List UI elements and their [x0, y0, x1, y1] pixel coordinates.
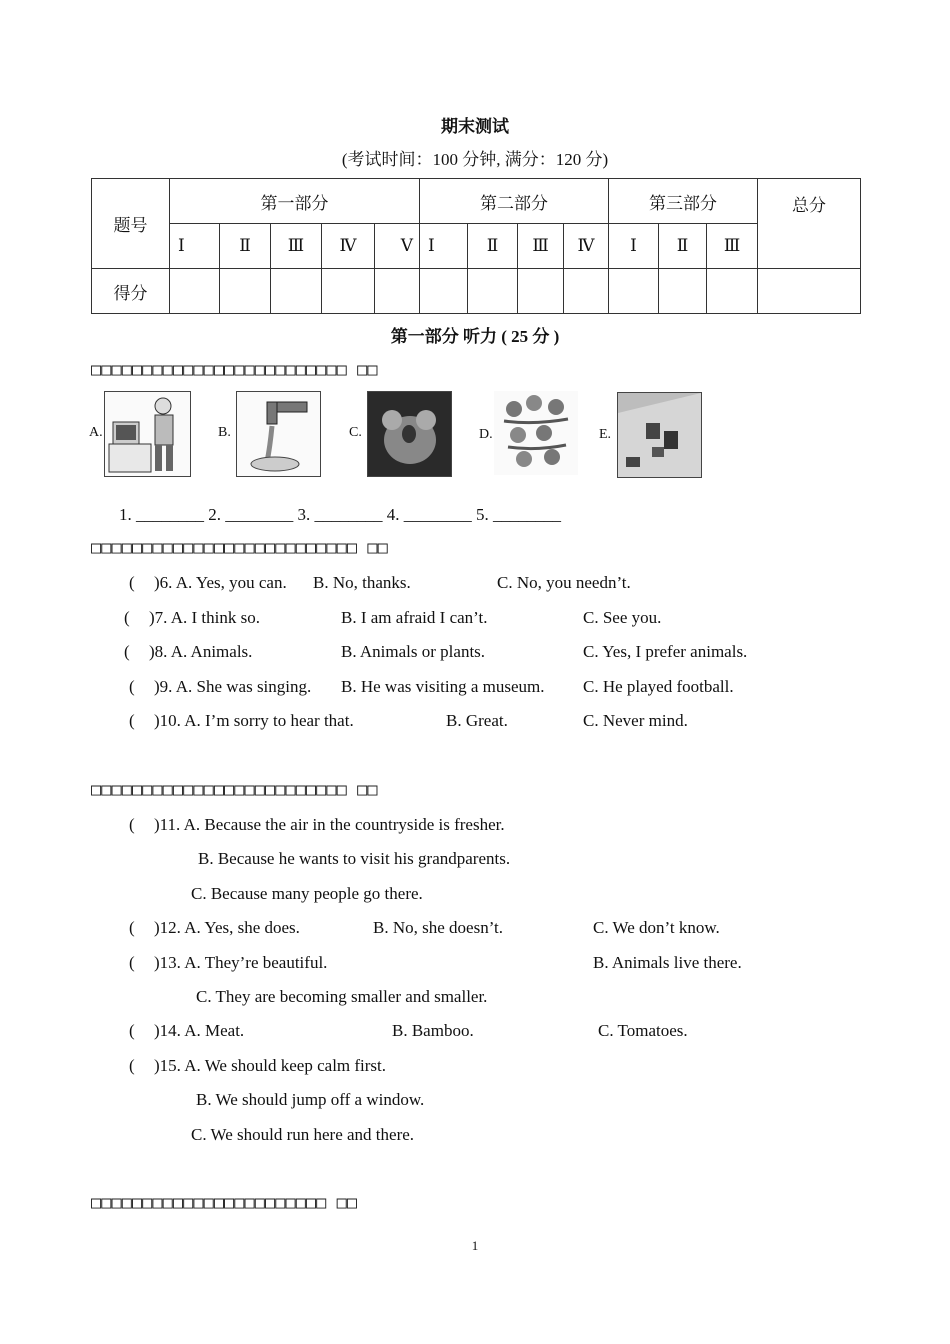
score-cell[interactable]	[420, 269, 468, 314]
q14-option-c: C. Tomatoes.	[598, 1021, 688, 1040]
score-cell[interactable]	[322, 269, 375, 314]
answer-paren[interactable]: (	[129, 1056, 135, 1075]
answer-paren[interactable]: (	[129, 815, 135, 834]
score-cell[interactable]	[518, 269, 564, 314]
q6-option-a: )6. A. Yes, you can.	[154, 573, 287, 592]
col-label: Ⅴ	[375, 224, 420, 269]
koala-icon	[367, 391, 452, 477]
score-cell[interactable]	[564, 269, 609, 314]
q13-option-a: )13. A. They’re beautiful.	[154, 953, 328, 972]
col-label: Ⅳ	[322, 224, 375, 269]
q13-option-b: B. Animals live there.	[593, 953, 742, 972]
q6-option-b: B. No, thanks.	[313, 573, 411, 592]
answer-paren[interactable]: (	[129, 677, 135, 696]
instruction-1: □□□□□□□□□□□□□□□□□□□□□□□□□ □□	[91, 360, 378, 380]
part2-header: 第二部分	[420, 179, 609, 224]
man-at-computer-icon	[104, 391, 191, 477]
q9-option-c: C. He played football.	[583, 677, 734, 696]
q12-option-b: B. No, she doesn’t.	[373, 918, 504, 937]
q9-option-a: )9. A. She was singing.	[154, 677, 312, 696]
col-label: Ⅱ	[220, 224, 271, 269]
q15-option-c: C. We should run here and there.	[191, 1125, 415, 1144]
q13-option-c: C. They are becoming smaller and smaller.	[196, 987, 488, 1006]
q7-option-b: B. I am afraid I can’t.	[341, 608, 488, 627]
total-header: 总分	[758, 179, 861, 269]
score-cell[interactable]	[375, 269, 420, 314]
row-header-score: 得分	[92, 269, 170, 314]
answer-paren[interactable]: (	[129, 711, 135, 730]
pic-label-a: A.	[89, 425, 103, 440]
answer-blanks[interactable]: 1. ________ 2. ________ 3. ________ 4. ________ 5. ________	[119, 505, 561, 524]
q11-option-b: B. Because he wants to visit his grandparents.	[198, 849, 511, 868]
col-label: Ⅰ	[420, 224, 468, 269]
q12-option-a: )12. A. Yes, she does.	[154, 918, 300, 937]
score-cell[interactable]	[707, 269, 758, 314]
col-label: Ⅱ	[659, 224, 707, 269]
instruction-3: □□□□□□□□□□□□□□□□□□□□□□□□□ □□	[91, 780, 378, 800]
exam-info: (考试时间：100 分钟, 满分：120 分)	[341, 150, 609, 169]
col-label: Ⅲ	[707, 224, 758, 269]
q8-option-b: B. Animals or plants.	[341, 642, 486, 661]
monkeys-icon	[494, 391, 578, 475]
row-header-number: 题号	[92, 179, 170, 269]
instruction-2: □□□□□□□□□□□□□□□□□□□□□□□□□□ □□	[91, 538, 388, 558]
pic-label-e: E.	[599, 427, 612, 442]
col-label: Ⅱ	[468, 224, 518, 269]
q10-option-c: C. Never mind.	[583, 711, 688, 730]
col-label: Ⅲ	[271, 224, 322, 269]
answer-paren[interactable]: (	[129, 573, 135, 592]
page-title: 期末测试	[441, 117, 509, 136]
pic-label-d: D.	[479, 427, 493, 442]
answer-paren[interactable]: (	[124, 642, 130, 661]
q11-option-c: C. Because many people go there.	[191, 884, 423, 903]
q15-option-a: )15. A. We should keep calm first.	[154, 1056, 387, 1075]
q8-option-a: )8. A. Animals.	[149, 642, 253, 661]
instruction-4: □□□□□□□□□□□□□□□□□□□□□□□ □□	[91, 1193, 358, 1213]
answer-paren[interactable]: (	[129, 918, 135, 937]
part1-header: 第一部分	[170, 179, 420, 224]
col-label: Ⅰ	[609, 224, 659, 269]
score-cell[interactable]	[609, 269, 659, 314]
answer-paren[interactable]: (	[124, 608, 130, 627]
q12-option-c: C. We don’t know.	[593, 918, 720, 937]
page-number: 1	[471, 1238, 479, 1253]
q14-option-a: )14. A. Meat.	[154, 1021, 245, 1040]
q10-option-a: )10. A. I’m sorry to hear that.	[154, 711, 354, 730]
score-cell[interactable]	[271, 269, 322, 314]
q9-option-b: B. He was visiting a museum.	[341, 677, 545, 696]
traffic-icon	[617, 392, 702, 478]
col-label: Ⅲ	[518, 224, 564, 269]
col-label: Ⅳ	[564, 224, 609, 269]
col-label: Ⅰ	[170, 224, 220, 269]
q14-option-b: B. Bamboo.	[392, 1021, 474, 1040]
pic-label-b: B.	[218, 425, 231, 440]
section-heading: 第一部分 听力 ( 25 分 )	[390, 327, 560, 346]
score-table	[91, 178, 861, 314]
score-cell[interactable]	[220, 269, 271, 314]
score-cell[interactable]	[468, 269, 518, 314]
pic-label-c: C.	[349, 425, 362, 440]
q10-option-b: B. Great.	[446, 711, 508, 730]
q7-option-a: )7. A. I think so.	[149, 608, 260, 627]
total-score-cell[interactable]	[758, 269, 861, 314]
q7-option-c: C. See you.	[583, 608, 662, 627]
dripping-tap-icon	[236, 391, 321, 477]
q8-option-c: C. Yes, I prefer animals.	[583, 642, 748, 661]
score-cell[interactable]	[659, 269, 707, 314]
q6-option-c: C. No, you needn’t.	[497, 573, 631, 592]
answer-paren[interactable]: (	[129, 953, 135, 972]
q15-option-b: B. We should jump off a window.	[196, 1090, 425, 1109]
q11-option-a: )11. A. Because the air in the countryside is fresher.	[154, 815, 505, 834]
answer-paren[interactable]: (	[129, 1021, 135, 1040]
part3-header: 第三部分	[609, 179, 758, 224]
score-cell[interactable]	[170, 269, 220, 314]
